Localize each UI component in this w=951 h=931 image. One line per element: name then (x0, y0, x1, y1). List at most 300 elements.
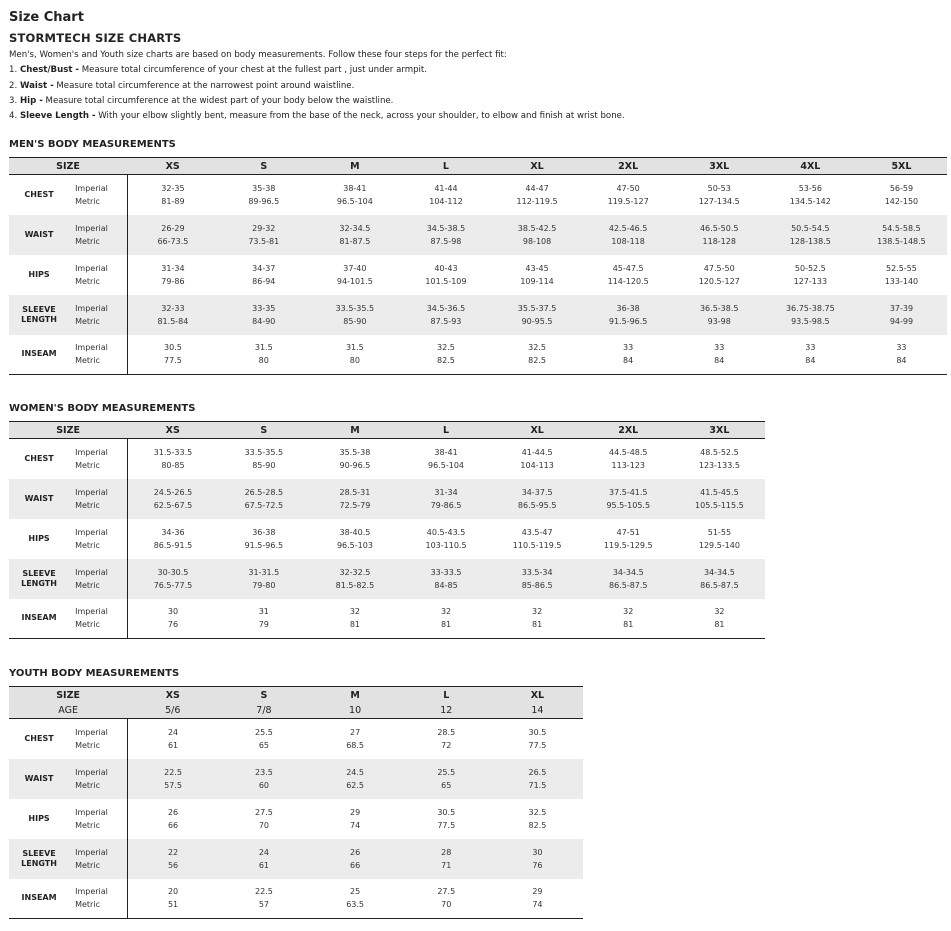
metric-value: 91.5-96.5 (244, 540, 284, 550)
imperial-value: 32.5 (437, 343, 455, 353)
size-code: S (260, 689, 268, 701)
imperial-value: 41-44.5 (521, 447, 553, 457)
metric-value: 79-86 (161, 276, 185, 286)
imperial-value: 46.5-50.5 (699, 223, 739, 233)
measurement-cell (674, 175, 765, 215)
measurement-row (9, 215, 947, 255)
size-column-header (127, 687, 218, 719)
imperial-value: 50-53 (707, 183, 731, 193)
measurement-label (9, 879, 69, 919)
size-code: XS (165, 424, 180, 436)
metric-value: 84 (805, 356, 816, 366)
imperial-value: 32 (714, 607, 725, 617)
metric-value: 85-90 (343, 316, 367, 326)
cell-text: INSEAM (21, 349, 57, 359)
metric-value: 76 (167, 620, 179, 630)
imperial-value: 31 (258, 607, 269, 617)
cell-text: CHEST (24, 189, 54, 199)
size-header (9, 687, 127, 719)
measurement-row (9, 519, 765, 559)
measurement-cell (492, 215, 583, 255)
metric-label: Metric (75, 236, 100, 246)
metric-value: 134.5-142 (789, 196, 831, 206)
metric-value: 129.5-140 (698, 540, 740, 550)
metric-value: 81 (349, 620, 361, 630)
cell-text: HIPS (28, 269, 50, 279)
imperial-label: Imperial (75, 887, 108, 897)
imperial-value: 25 (350, 887, 361, 897)
measurement-label (9, 719, 69, 759)
size-column-header (309, 422, 400, 439)
metric-value: 96.5-104 (336, 196, 373, 206)
measurement-cell (127, 175, 218, 215)
metric-value: 71.5 (528, 780, 547, 790)
metric-value: 94-99 (889, 316, 914, 326)
measurement-row (9, 479, 765, 519)
measurement-row (9, 719, 583, 759)
measurement-cell (127, 759, 218, 799)
measurement-cell (583, 335, 674, 375)
measurement-cell (400, 335, 491, 375)
cell-text: LENGTH (21, 314, 57, 324)
measurement-cell (127, 559, 218, 599)
measurement-cell (674, 439, 765, 479)
size-code: XS (165, 160, 180, 172)
metric-value: 61 (258, 860, 270, 870)
measurement-cell (583, 295, 674, 335)
metric-value: 86.5-91.5 (153, 540, 193, 550)
measurement-cell (765, 295, 856, 335)
imperial-value: 38-40.5 (339, 527, 371, 537)
men-size-table (9, 157, 947, 375)
age-value: 10 (349, 704, 362, 716)
imperial-value: 37.5-41.5 (609, 487, 648, 497)
step-chest: 1. Chest/Bust - Measure total circumference of your chest at the fullest part , just under armpit. (9, 65, 428, 76)
metric-value: 68.5 (346, 740, 364, 750)
imperial-label: Imperial (75, 607, 108, 617)
imperial-value: 25.5 (437, 767, 456, 777)
imperial-value: 29-32 (252, 223, 276, 233)
measurement-cell (674, 479, 765, 519)
imperial-value: 30.5 (437, 807, 456, 817)
size-column-header (856, 158, 947, 175)
measurement-label (9, 519, 69, 559)
imperial-value: 28.5-31 (339, 487, 371, 497)
unit-labels (69, 599, 127, 639)
cell-text: LENGTH (21, 578, 57, 588)
metric-value: 84 (896, 356, 907, 366)
measurement-label (9, 295, 69, 335)
measurement-label (9, 759, 69, 799)
imperial-value: 26-29 (161, 223, 185, 233)
imperial-value: 33 (714, 343, 725, 353)
unit-labels (69, 175, 127, 215)
metric-value: 87.5-93 (430, 316, 462, 326)
step-hip: 3. Hip - Measure total circumference at the widest part of your body below the waistline. (9, 95, 394, 106)
metric-value: 81.5-82.5 (335, 580, 375, 590)
size-column-header (218, 687, 309, 719)
metric-value: 93.5-98.5 (791, 316, 830, 326)
size-column-header (127, 158, 218, 175)
imperial-value: 33.5-35.5 (244, 447, 284, 457)
metric-value: 73.5-81 (248, 236, 280, 246)
header-row (9, 158, 947, 175)
size-code: XS (165, 689, 180, 701)
imperial-value: 31.5 (345, 343, 364, 353)
measurement-cell (492, 599, 583, 639)
imperial-value: 44.5-48.5 (609, 447, 648, 457)
cell-text: INSEAM (21, 893, 57, 903)
imperial-value: 34.5-38.5 (426, 223, 466, 233)
measurement-cell (309, 255, 400, 295)
imperial-value: 33 (805, 343, 816, 353)
intro-text: Men's, Women's and Youth size charts are based on body measurements. Follow these four steps for the perfect fit: (9, 50, 507, 60)
unit-labels (69, 719, 127, 759)
metric-value: 85-90 (252, 460, 276, 470)
metric-value: 138.5-148.5 (877, 236, 926, 246)
imperial-value: 32 (440, 607, 452, 617)
intro-block (9, 48, 625, 124)
measurement-cell (765, 255, 856, 295)
measurement-cell (401, 839, 492, 879)
measurement-cell (492, 295, 583, 335)
measurement-cell (674, 295, 765, 335)
measurement-cell (765, 215, 856, 255)
size-column-header (400, 158, 491, 175)
size-code: L (442, 160, 449, 172)
metric-value: 95.5-105.5 (606, 500, 651, 510)
cell-text: SLEEVE (22, 848, 56, 858)
imperial-value: 43.5-47 (521, 527, 553, 537)
imperial-value: 40-43 (434, 263, 458, 273)
imperial-label: Imperial (75, 807, 108, 817)
measurement-row (9, 879, 583, 919)
measurement-cell (218, 599, 309, 639)
imperial-label: Imperial (75, 847, 108, 857)
imperial-value: 28.5 (437, 727, 456, 737)
metric-value: 127-134.5 (698, 196, 740, 206)
cell-text: WAIST (24, 229, 54, 239)
imperial-value: 37-40 (343, 263, 367, 273)
metric-value: 57.5 (164, 780, 182, 790)
imperial-value: 24.5 (346, 767, 364, 777)
imperial-value: 22.5 (164, 767, 182, 777)
measurement-cell (400, 295, 491, 335)
metric-value: 79 (258, 620, 269, 630)
measurement-label (9, 255, 69, 295)
metric-value: 104-112 (429, 196, 463, 206)
measurement-cell (401, 759, 492, 799)
metric-value: 81 (532, 620, 543, 630)
imperial-value: 45-47.5 (612, 263, 644, 273)
imperial-value: 23.5 (255, 767, 273, 777)
imperial-value: 44-47 (525, 183, 549, 193)
size-code: M (350, 424, 360, 436)
size-code: M (350, 160, 360, 172)
measurement-cell (492, 559, 583, 599)
measurement-cell (310, 719, 401, 759)
cell-text: CHEST (24, 453, 54, 463)
size-column-header (492, 422, 583, 439)
measurement-cell (400, 519, 491, 559)
imperial-value: 34-37.5 (521, 487, 553, 497)
metric-value: 72 (441, 740, 452, 750)
metric-value: 81 (440, 620, 452, 630)
imperial-label: Imperial (75, 183, 108, 193)
metric-value: 119.5-129.5 (603, 540, 653, 550)
size-column-header (310, 687, 401, 719)
imperial-label: Imperial (75, 767, 108, 777)
size-column-header (765, 158, 856, 175)
imperial-value: 47.5-50 (703, 263, 735, 273)
size-column-header (674, 422, 765, 439)
imperial-label: Imperial (75, 567, 108, 577)
unit-labels (69, 295, 127, 335)
metric-value: 66 (350, 860, 361, 870)
imperial-value: 32.5 (528, 343, 546, 353)
imperial-value: 26.5-28.5 (244, 487, 284, 497)
imperial-value: 47-50 (616, 183, 640, 193)
imperial-value: 36-38 (252, 527, 276, 537)
metric-value: 112-119.5 (516, 196, 558, 206)
size-label: SIZE (56, 424, 80, 436)
metric-value: 89-96.5 (248, 196, 280, 206)
imperial-value: 41.5-45.5 (700, 487, 739, 497)
imperial-value: 36.75-38.75 (785, 303, 835, 313)
measurement-cell (127, 719, 218, 759)
metric-label: Metric (75, 580, 100, 590)
cell-text: WAIST (24, 773, 54, 783)
metric-value: 86.5-87.5 (700, 580, 739, 590)
imperial-label: Imperial (75, 727, 108, 737)
metric-label: Metric (75, 500, 100, 510)
size-code: 3XL (709, 424, 730, 436)
measurement-label (9, 559, 69, 599)
measurement-cell (218, 479, 309, 519)
imperial-value: 50.5-54.5 (791, 223, 830, 233)
metric-value: 79-86.5 (430, 500, 462, 510)
measurement-cell (218, 559, 309, 599)
metric-value: 86.5-87.5 (609, 580, 648, 590)
unit-labels (69, 879, 127, 919)
measurement-cell (492, 335, 583, 375)
imperial-value: 34-34.5 (612, 567, 644, 577)
imperial-value: 31.5 (254, 343, 273, 353)
size-column-header (218, 158, 309, 175)
size-code: XL (530, 160, 544, 172)
metric-label: Metric (75, 356, 100, 366)
size-label: SIZE (56, 689, 80, 701)
measurement-label (9, 439, 69, 479)
metric-value: 96.5-103 (336, 540, 373, 550)
measurement-cell (127, 599, 218, 639)
imperial-value: 32-33 (161, 303, 185, 313)
metric-value: 80 (258, 356, 269, 366)
unit-labels (69, 479, 127, 519)
imperial-value: 34.5-36.5 (426, 303, 466, 313)
youth-section-title: YOUTH BODY MEASUREMENTS (9, 668, 180, 679)
metric-label: Metric (75, 316, 100, 326)
metric-value: 72.5-79 (339, 500, 371, 510)
size-code: 3XL (709, 160, 730, 172)
size-column-header (492, 687, 583, 719)
imperial-value: 35-38 (252, 183, 276, 193)
metric-label: Metric (75, 780, 100, 790)
metric-value: 119.5-127 (607, 196, 649, 206)
metric-value: 98-108 (522, 236, 552, 246)
metric-value: 51 (167, 900, 179, 910)
imperial-value: 26.5 (528, 767, 547, 777)
metric-value: 81-87.5 (339, 236, 371, 246)
measurement-row (9, 799, 583, 839)
measurement-cell (583, 559, 674, 599)
measurement-cell (856, 335, 947, 375)
imperial-value: 53-56 (798, 183, 822, 193)
metric-value: 93-98 (707, 316, 731, 326)
size-code: M (350, 689, 360, 701)
measurement-cell (127, 839, 218, 879)
age-label: AGE (58, 704, 78, 716)
measurement-cell (127, 255, 218, 295)
measurement-cell (127, 799, 218, 839)
measurement-cell (401, 799, 492, 839)
metric-value: 86-94 (252, 276, 276, 286)
age-value: 7/8 (256, 704, 272, 716)
measurement-cell (856, 255, 947, 295)
imperial-value: 47-51 (616, 527, 640, 537)
youth-size-table (9, 686, 583, 919)
imperial-value: 38-41 (434, 447, 458, 457)
metric-value: 77.5 (437, 820, 456, 830)
measurement-cell (492, 255, 583, 295)
size-code: 2XL (618, 160, 639, 172)
measurement-cell (218, 719, 309, 759)
metric-value: 70 (441, 900, 452, 910)
imperial-value: 20 (167, 887, 179, 897)
measurement-row (9, 255, 947, 295)
metric-value: 67.5-72.5 (244, 500, 284, 510)
size-column-header (583, 158, 674, 175)
measurement-cell (218, 215, 309, 255)
metric-value: 82.5 (528, 820, 547, 830)
imperial-value: 34-37 (252, 263, 276, 273)
imperial-value: 54.5-58.5 (882, 223, 921, 233)
measurement-cell (765, 335, 856, 375)
size-column-header (400, 422, 491, 439)
header-row (9, 687, 583, 719)
metric-value: 70 (258, 820, 270, 830)
metric-value: 123-133.5 (698, 460, 740, 470)
metric-value: 66 (167, 820, 179, 830)
measurement-cell (309, 479, 400, 519)
women-size-table (9, 421, 765, 639)
size-code: S (260, 160, 268, 172)
imperial-value: 30.5 (528, 727, 547, 737)
imperial-label: Imperial (75, 263, 108, 273)
unit-labels (69, 335, 127, 375)
measurement-cell (583, 175, 674, 215)
metric-value: 84-90 (252, 316, 276, 326)
imperial-value: 32 (532, 607, 543, 617)
imperial-value: 30 (167, 607, 179, 617)
unit-labels (69, 519, 127, 559)
measurement-cell (310, 879, 401, 919)
metric-value: 80-85 (161, 460, 185, 470)
imperial-label: Imperial (75, 303, 108, 313)
imperial-value: 50-52.5 (794, 263, 826, 273)
size-code: 2XL (618, 424, 639, 436)
measurement-cell (309, 559, 400, 599)
metric-value: 84-85 (434, 580, 458, 590)
imperial-label: Imperial (75, 487, 108, 497)
metric-value: 104-113 (520, 460, 554, 470)
metric-value: 80 (349, 356, 360, 366)
metric-value: 108-118 (611, 236, 645, 246)
measurement-cell (218, 519, 309, 559)
measurement-cell (218, 335, 309, 375)
metric-label: Metric (75, 620, 100, 630)
metric-value: 82.5 (437, 356, 455, 366)
size-column-header (583, 422, 674, 439)
measurement-cell (856, 215, 947, 255)
measurement-cell (492, 519, 583, 559)
metric-value: 105.5-115.5 (695, 500, 744, 510)
measurement-row (9, 559, 765, 599)
measurement-cell (309, 519, 400, 559)
measurement-cell (583, 215, 674, 255)
metric-value: 103-110.5 (425, 540, 467, 550)
metric-value: 81.5-84 (157, 316, 189, 326)
metric-value: 81-89 (161, 196, 185, 206)
metric-label: Metric (75, 460, 100, 470)
metric-value: 61 (167, 740, 179, 750)
metric-value: 57 (258, 900, 270, 910)
size-header (9, 422, 127, 439)
step-waist: 2. Waist - Measure total circumference at the narrowest point around waistline. (9, 80, 355, 91)
metric-value: 79-80 (252, 580, 276, 590)
metric-label: Metric (75, 900, 100, 910)
imperial-value: 32 (349, 607, 361, 617)
imperial-value: 31-34 (161, 263, 185, 273)
imperial-value: 28 (441, 847, 452, 857)
metric-value: 118-128 (702, 236, 736, 246)
measurement-cell (492, 759, 583, 799)
measurement-cell (127, 439, 218, 479)
measurement-cell (492, 799, 583, 839)
measurement-label (9, 175, 69, 215)
metric-value: 114-120.5 (607, 276, 649, 286)
imperial-value: 27 (350, 727, 361, 737)
measurement-cell (583, 519, 674, 559)
size-header (9, 158, 127, 175)
metric-value: 91.5-96.5 (608, 316, 648, 326)
unit-labels (69, 559, 127, 599)
section-subtitle: STORMTECH SIZE CHARTS (9, 31, 182, 45)
metric-value: 82.5 (528, 356, 546, 366)
metric-value: 66-73.5 (157, 236, 189, 246)
metric-value: 62.5-67.5 (153, 500, 193, 510)
imperial-value: 35.5-37.5 (517, 303, 557, 313)
measurement-label (9, 335, 69, 375)
metric-value: 127-133 (793, 276, 828, 286)
metric-value: 101.5-109 (425, 276, 467, 286)
age-value: 12 (440, 704, 453, 716)
measurement-cell (309, 215, 400, 255)
imperial-value: 36.5-38.5 (699, 303, 739, 313)
imperial-value: 51-55 (707, 527, 732, 537)
imperial-value: 31-34 (434, 487, 458, 497)
unit-labels (69, 839, 127, 879)
